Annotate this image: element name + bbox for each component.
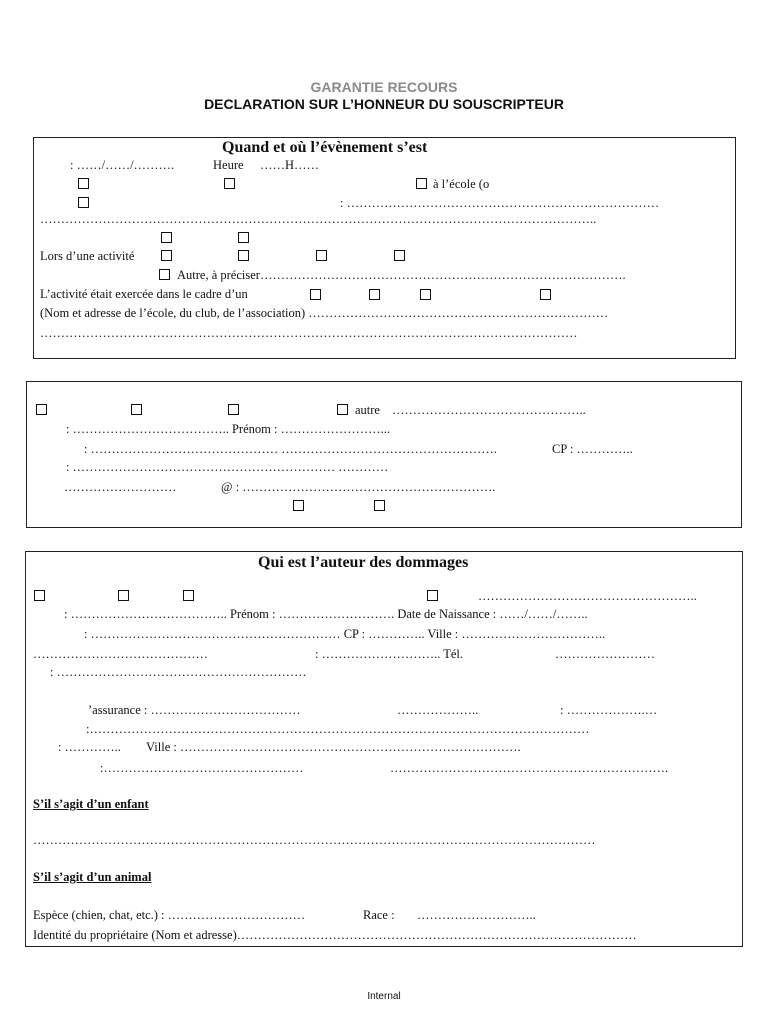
document-title: DECLARATION SUR L’HONNEUR DU SOUSCRIPTEUR bbox=[204, 96, 564, 112]
enfant-field: ……………………………………………………………………………………………………………………… bbox=[33, 833, 596, 847]
checkbox[interactable] bbox=[224, 178, 235, 189]
checkbox[interactable] bbox=[238, 232, 249, 243]
ville-field: Ville : ………………………………………………………………………. bbox=[146, 740, 521, 754]
activite-label: Lors d’une activité bbox=[40, 249, 135, 263]
checkbox-autre[interactable] bbox=[337, 404, 348, 415]
race-label: Race : bbox=[363, 908, 395, 922]
checkbox[interactable] bbox=[540, 289, 551, 300]
animal-heading: S’il s’agit d’un animal bbox=[33, 870, 152, 884]
dotted-field: …………………………………………………………. bbox=[390, 761, 669, 775]
dotted-line: ………………………………………………………………………………………………………………… bbox=[40, 326, 578, 340]
adresse-cp-ville-field: : …………………………………………………… CP : ………….. Ville : …………………………….. bbox=[84, 627, 606, 641]
date-field: : ……/……/………. bbox=[70, 158, 175, 172]
checkbox[interactable] bbox=[118, 590, 129, 601]
checkbox[interactable] bbox=[316, 250, 327, 261]
assurance-field: ’assurance : ……………………………… bbox=[88, 703, 301, 717]
checkbox[interactable] bbox=[238, 250, 249, 261]
location-field: : ………………………………………………………………… bbox=[340, 196, 660, 210]
dotted-field: : ……………….… bbox=[560, 703, 658, 717]
heure-label: Heure bbox=[213, 158, 244, 172]
proprietaire-field: Identité du propriétaire (Nom et adresse)…………………………………………………………………………………… bbox=[33, 928, 637, 942]
ville-field: : ……………………………………………………… ………… bbox=[66, 460, 389, 474]
cp-field: : ………….. bbox=[58, 740, 121, 754]
nom-adresse-field: (Nom et adresse de l’école, du club, de l’association) ……………………………………………………………… bbox=[40, 306, 609, 320]
race-field: ……………………….. bbox=[417, 908, 536, 922]
dotted-field: :………………………………………………………………………………………………………… bbox=[86, 722, 590, 736]
section-author-title: Qui est l’auteur des dommages bbox=[258, 554, 469, 571]
checkbox[interactable] bbox=[161, 250, 172, 261]
checkbox-ecole[interactable] bbox=[416, 178, 427, 189]
espece-field: Espèce (chien, chat, etc.) : …………………………… bbox=[33, 908, 306, 922]
cadre-label: L’activité était exercée dans le cadre d’un bbox=[40, 287, 248, 301]
dotted-field: : …………………………………………………… bbox=[50, 665, 307, 679]
tel-field: ……………………… bbox=[64, 480, 177, 494]
autre-field: …………………………………………….. bbox=[478, 589, 697, 603]
tel-field: : ……………………….. Tél. bbox=[315, 647, 464, 661]
checkbox[interactable] bbox=[131, 404, 142, 415]
adresse-field: : ……………………………………… ……………………………………………. bbox=[84, 442, 497, 456]
dotted-line: …………………… bbox=[555, 647, 655, 661]
checkbox[interactable] bbox=[36, 404, 47, 415]
email-field: @ : ……………………………………………………. bbox=[221, 480, 496, 494]
checkbox[interactable] bbox=[161, 232, 172, 243]
ecole-label: à l’école (o bbox=[433, 177, 490, 191]
nom-prenom-naissance-field: : ……………………………….. Prénom : ………………………. Date de Naissance : ……/……/…….. bbox=[64, 607, 588, 621]
header-subtitle: GARANTIE RECOURS bbox=[310, 79, 458, 95]
checkbox-autre[interactable] bbox=[159, 269, 170, 280]
autre-label: Autre, à préciser……………………………………………………………………………. bbox=[177, 268, 626, 282]
checkbox[interactable] bbox=[394, 250, 405, 261]
checkbox[interactable] bbox=[374, 500, 385, 511]
checkbox[interactable] bbox=[369, 289, 380, 300]
dotted-line: …………………………………………………………………………………………………………………….. bbox=[40, 212, 597, 226]
heure-field: ……H…… bbox=[260, 158, 320, 172]
checkbox[interactable] bbox=[183, 590, 194, 601]
checkbox[interactable] bbox=[34, 590, 45, 601]
checkbox[interactable] bbox=[310, 289, 321, 300]
cp-field: CP : ………….. bbox=[552, 442, 633, 456]
checkbox[interactable] bbox=[78, 178, 89, 189]
section-event-title: Quand et où l’évènement s’est bbox=[222, 139, 428, 156]
checkbox[interactable] bbox=[420, 289, 431, 300]
checkbox[interactable] bbox=[78, 197, 89, 208]
dotted-field: ……………….. bbox=[397, 703, 479, 717]
dotted-line: …………………………………… bbox=[33, 647, 208, 661]
checkbox-autre[interactable] bbox=[427, 590, 438, 601]
nom-prenom-field: : ……………………………….. Prénom : ……………………... bbox=[66, 422, 390, 436]
checkbox[interactable] bbox=[293, 500, 304, 511]
enfant-heading: S’il s’agit d’un enfant bbox=[33, 797, 149, 811]
classification-label: Internal bbox=[367, 991, 401, 1002]
dotted-field: :………………………………………… bbox=[100, 761, 304, 775]
autre-field: ……………………………………….. bbox=[392, 403, 586, 417]
checkbox[interactable] bbox=[228, 404, 239, 415]
autre-label: autre bbox=[355, 403, 380, 417]
